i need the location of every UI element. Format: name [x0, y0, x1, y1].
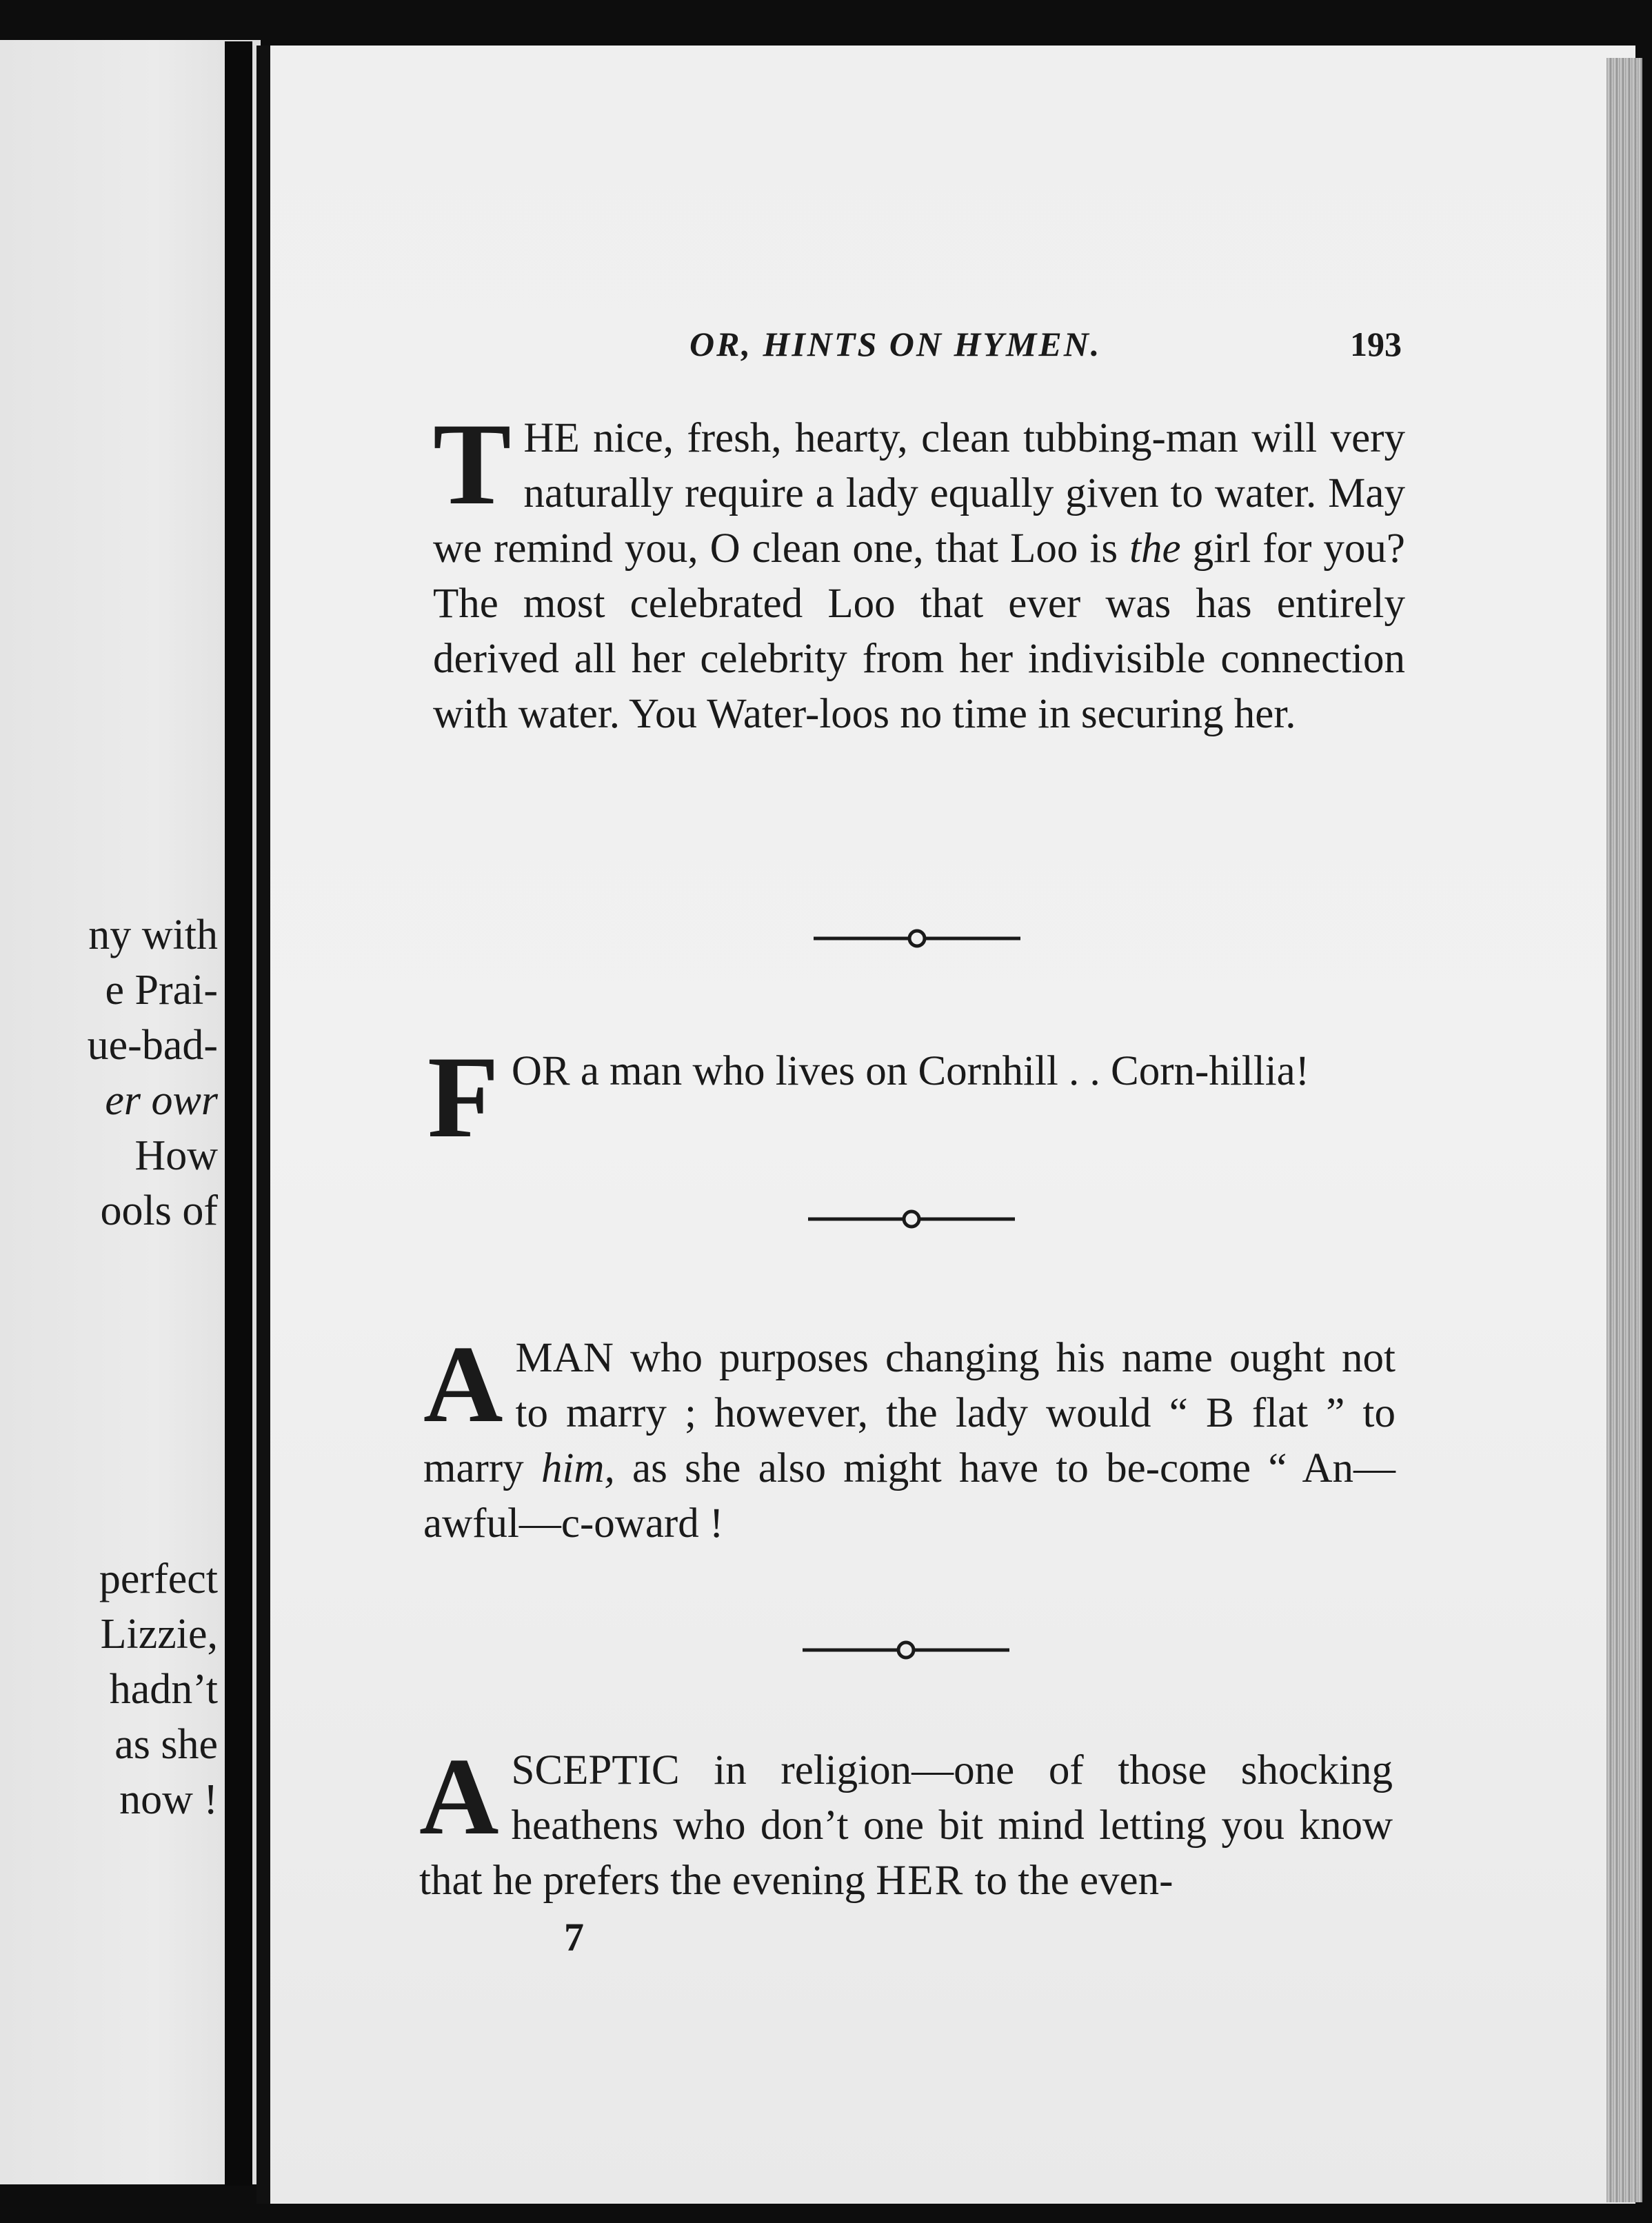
left-page-fragment-top: [88, 907, 218, 1238]
running-head: OR, HINTS ON HYMEN.: [689, 325, 1102, 363]
drop-cap: A: [419, 1735, 499, 1858]
paragraph-text: in religion—one of those shocking heathens who don’t one bit mind letting you know that he prefers the evening: [419, 1747, 1393, 1904]
text-line: ools of: [100, 1187, 218, 1234]
lead-word: HE: [523, 415, 580, 461]
text-line: Lizzie,: [100, 1611, 218, 1658]
text-line: How: [134, 1132, 218, 1179]
page-number: 193: [1350, 325, 1402, 363]
book-gutter: [225, 41, 252, 2186]
text-line: ue-bad-: [87, 1022, 218, 1069]
paragraph-text: as she also might have to be-come “ An—awful—c-oward !: [423, 1445, 1396, 1547]
text-line: perfect: [99, 1556, 218, 1602]
left-page-fragment-bottom: [99, 1551, 218, 1827]
emphasis-text: the: [1129, 525, 1181, 572]
text-line: hadn’t: [109, 1666, 218, 1713]
signature-mark: 7: [564, 1915, 584, 1960]
text-line: e Prai-: [105, 967, 218, 1014]
paragraph-text: a man who lives on Cornhill . . Corn-hillia!: [570, 1048, 1310, 1094]
paragraph-changing-name: [423, 1322, 1396, 1551]
ornament-divider: [814, 928, 1020, 949]
text-line: as she: [114, 1721, 218, 1768]
paragraph-text: to the even-: [964, 1858, 1173, 1904]
emphasis-text: him,: [541, 1445, 615, 1491]
ornament-divider: [803, 1640, 1009, 1660]
drop-cap: F: [427, 1032, 499, 1162]
ornament-divider: [808, 1209, 1015, 1229]
paragraph-sceptic: [419, 1735, 1393, 1909]
lead-word: SCEPTIC: [511, 1747, 680, 1793]
page-edge: [1606, 58, 1642, 2202]
paragraph-cornhill: [427, 1032, 1405, 1162]
drop-cap: A: [423, 1322, 503, 1445]
drop-cap: T: [433, 399, 512, 529]
paragraph-text: nice, fresh, hearty, clean tubbing-man will very naturally require a lady equally given to water. May we remind you, O clean one, that Loo is: [433, 415, 1405, 572]
text-line: ny with: [88, 912, 218, 958]
text-line: er owr: [105, 1077, 218, 1124]
text-line: now !: [119, 1776, 218, 1823]
lead-word: OR: [511, 1048, 570, 1094]
paragraph-text: who purposes changing his name ought not to marry ; however, the lady would “ B flat ” to marry: [423, 1335, 1396, 1491]
small-caps-text: HER: [876, 1858, 965, 1904]
paragraph-text: girl for you? The most celebrated Loo that ever was has entirely derived all her celebrity from her indivisible connection with water. You Water-loos no time in securing her.: [433, 525, 1405, 737]
lead-word: MAN: [515, 1335, 614, 1381]
left-page: [0, 40, 261, 2184]
paragraph-tubbing-man: [433, 399, 1405, 742]
